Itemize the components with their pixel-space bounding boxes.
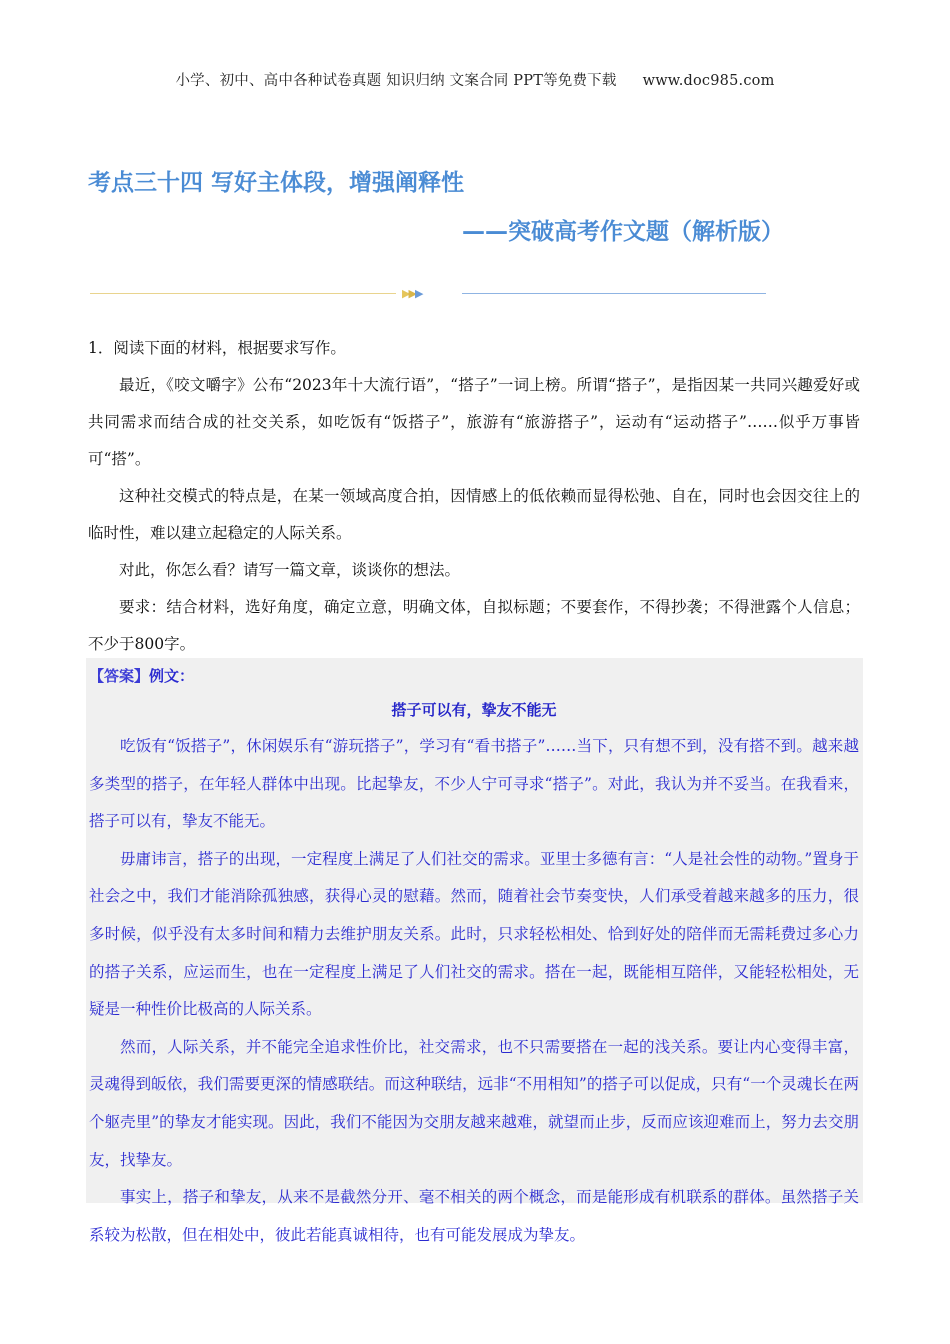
page-subtitle: ——突破高考作文题（解析版） (462, 219, 784, 245)
essay-title: 搭子可以有，挚友不能无 (391, 701, 557, 719)
header-text: 小学、初中、高中各种试卷真题 知识归纳 文案合同 PPT等免费下载 (175, 73, 617, 89)
essay-paragraph: 吃饭有“饭搭子”，休闲娱乐有“游玩搭子”，学习有“看书搭子”……当下，只有想不到，没有搭不到。越来越多类型的搭子，在年轻人群体中出现。比起挚友，不少人宁可寻求“搭子”。对此，我认为并不妥当。在我看来，搭子可以有，挚友不能无。 (89, 737, 859, 831)
example-label: 例文： (149, 667, 195, 685)
arrow-right-icon: ▶ (414, 287, 422, 300)
question-block (88, 330, 860, 663)
essay-paragraph: 事实上，搭子和挚友，从来不是截然分开、毫不相关的两个概念，而是能形成有机联系的群体。虽然搭子关系较为松散，但在相处中，彼此若能真诚相待，也有可能发展成为挚友。 (89, 1188, 859, 1244)
answer-label: 【答案】 (89, 667, 150, 685)
page-title: 考点三十四 写好主体段，增强阐释性 (88, 170, 465, 196)
arrow-right-icon: ▶ (408, 287, 415, 300)
material-paragraph: 最近，《咬文嚼字》公布“2023年十大流行语”，“搭子”一词上榜。所谓“搭子”，是指因某一共同兴趣爱好或共同需求而结合成的社交关系，如吃饭有“饭搭子”，旅游有“旅游搭子”，运动有“运动搭子”……似乎万事皆可“搭”。 (88, 376, 860, 468)
essay-paragraph: 然而，人际关系，并不能完全追求性价比，社交需求，也不只需要搭在一起的浅关系。要让内心变得丰富，灵魂得到皈依，我们需要更深的情感联结。而这种联结，远非“不用相知”的搭子可以促成，只有“一个灵魂长在两个躯壳里”的挚友才能实现。因此，我们不能因为交朋友越来越难，就望而止步，反而应该迎难而上，努力去交朋友，找挚友。 (89, 1037, 859, 1169)
arrow-right-icon: ▶ (402, 287, 409, 300)
divider-right-line (462, 293, 766, 294)
material-paragraph: 这种社交模式的特点是，在某一领域高度合拍，因情感上的低依赖而显得松弛、自在，同时也会因交往上的临时性，难以建立起稳定的人际关系。 (88, 487, 860, 542)
divider-arrows (402, 286, 421, 302)
page-header (0, 69, 950, 90)
title-divider (90, 286, 766, 302)
question-number-line: 1．阅读下面的材料，根据要求写作。 (88, 339, 346, 357)
header-url[interactable]: www.doc985.com (642, 73, 775, 89)
question-prompt: 对此，你怎么看？请写一篇文章，谈谈你的想法。 (119, 561, 461, 579)
question-requirements: 要求：结合材料，选好角度，确定立意，明确文体，自拟标题；不要套作，不得抄袭；不得泄露个人信息；不少于800字。 (88, 598, 860, 653)
answer-section (86, 658, 863, 1244)
divider-left-line (90, 293, 396, 294)
essay-paragraph: 毋庸讳言，搭子的出现，一定程度上满足了人们社交的需求。亚里士多德有言：“人是社会性的动物。”置身于社会之中，我们才能消除孤独感，获得心灵的慰藉。然而，随着社会节奏变快，人们承受着越来越多的压力，很多时候，似乎没有太多时间和精力去维护朋友关系。此时，只求轻松相处、恰到好处的陪伴而无需耗费过多心力的搭子关系，应运而生，也在一定程度上满足了人们社交的需求。搭在一起，既能相互陪伴，又能轻松相处，无疑是一种性价比极高的人际关系。 (89, 849, 859, 1019)
answer-heading (89, 660, 859, 692)
